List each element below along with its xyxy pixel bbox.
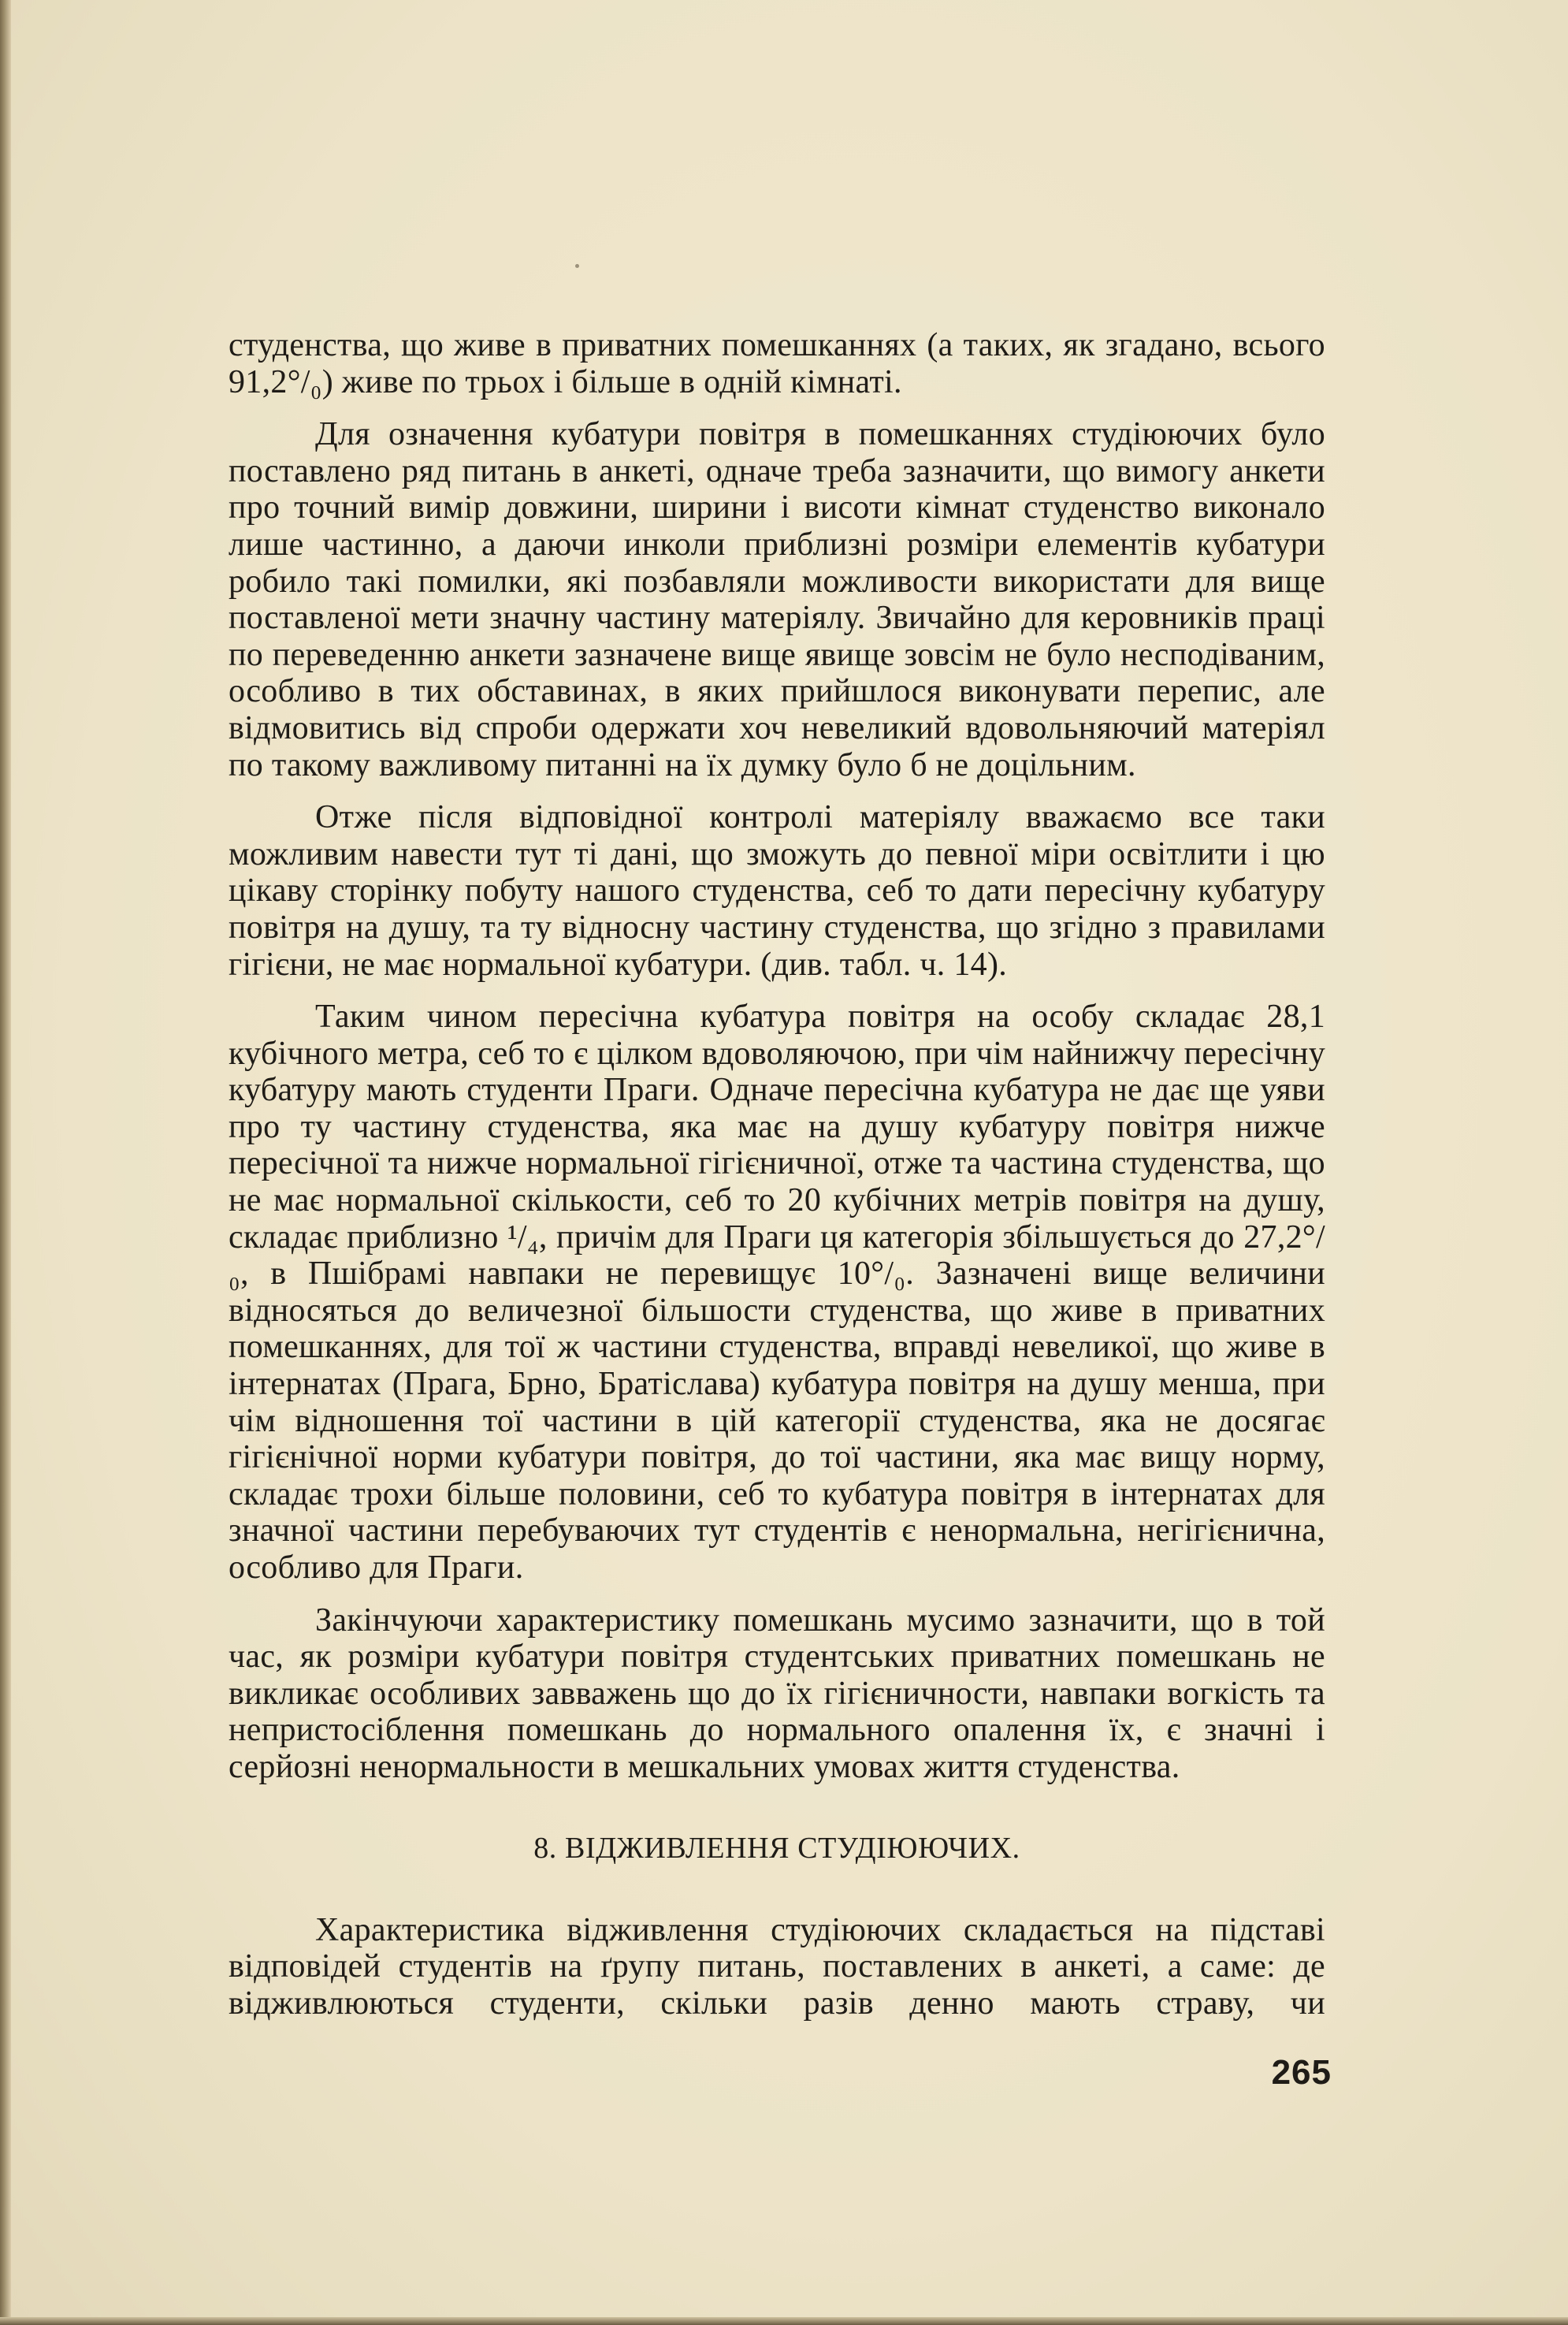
paragraph-2: Для означення кубатури повітря в помешканнях студіюючих було поставлено ряд питань в анкеті, одначе треба зазначити, що вимогу анкети про точний вимір довжини, ширини і висоти кімнат студенство виконало лише частинно, а даючи инколи приблизні розміри елементів кубатури робило такі помилки, які позбавляли можливости використати для вище поставленої мети значну частину матеріялу. Звичайно для керовників праці по переведенню анкети зазначене вище явище зовсім не було несподіваним, особливо в тих обставинах, в яких прийшлося виконувати перепис, але відмовитись від спроби одержати хоч невеликий вдовольняючий матеріял по такому важливому питанні на їх думку було б не доцільним. (229, 416, 1325, 783)
paragraph-5: Закінчуючи характеристику помешкань мусимо зазначити, що в той час, як розміри кубатури повітря студентських приватних помешкань не викликає особливих завважень що до їх гігієничности, навпаки вогкість та непристосіблення помешкань до нормального опалення їх, є значні і серйозні ненормальности в мешкальних умовах життя студенства. (229, 1601, 1325, 1785)
paragraph-4: Таким чином пересічна кубатура повітря на особу складає 28,1 кубічного метра, себ то є цілком вдоволяючою, при чім найнижчу пересічну кубатуру мають студенти Праги. Одначе пересічна кубатура не дає ще уяви про ту частину студенства, яка має на душу кубатуру повітря нижче пересічної та нижче нормальної гігієничної, отже та частина студенства, що не має нормальної скількости, себ то 20 кубічних метрів повітря на душу, складає приблизно ¹/₄, причім для Праги ця категорія збільшується до 27,2°/₀, в Пшібрамі навпаки не перевищує 10°/₀. Зазначені вище величини відносяться до величезної більшости студенства, що живе в приватних помешканнях, для тої ж частини студенства, вправді невеликої, що живе в інтернатах (Прага, Брно, Братіслава) кубатура повітря на душу менша, при чім відношення тої частини в цій категорії студенства, яка не досягає гігієнічної норми кубатури повітря, до тої частини, яка має вищу норму, складає трохи більше половини, себ то кубатура повітря в інтернатах для значної частини перебуваючих тут студентів є ненормальна, негігієнична, особливо для Праги. (229, 999, 1325, 1586)
page-binding-edge (0, 0, 11, 2325)
paragraph-1: студенства, що живе в приватних помешканнях (а таких, як згадано, всього 91,2°/₀) живе по трьох і більше в одній кімнаті. (229, 327, 1325, 400)
paper-speck (575, 264, 579, 268)
section-heading: 8. ВІДЖИВЛЕННЯ СТУДІЮЮЧИХ. (533, 1831, 1020, 1865)
paragraph-6: Характеристика відживлення студіюючих складається на підставі відповідей студентів на ґрупу питань, поставлених в анкеті, а саме: де відживлюються студенти, скільки разів денно мають страву, чи (229, 1911, 1325, 2022)
paragraph-3: Отже після відповідної контролі матеріялу вважаємо все таки можливим навести тут ті дані, що зможуть до певної міри освітлити і цю цікаву сторінку побуту нашого студенства, себ то дати пересічну кубатуру повітря на душу, та ту відносну частину студенства, що згідно з правилами гігієни, не має нормальної кубатури. (див. табл. ч. 14). (229, 799, 1325, 983)
body-text (229, 327, 1325, 2022)
page-number: 265 (1271, 2053, 1332, 2092)
page-bottom-edge (0, 2317, 1568, 2325)
